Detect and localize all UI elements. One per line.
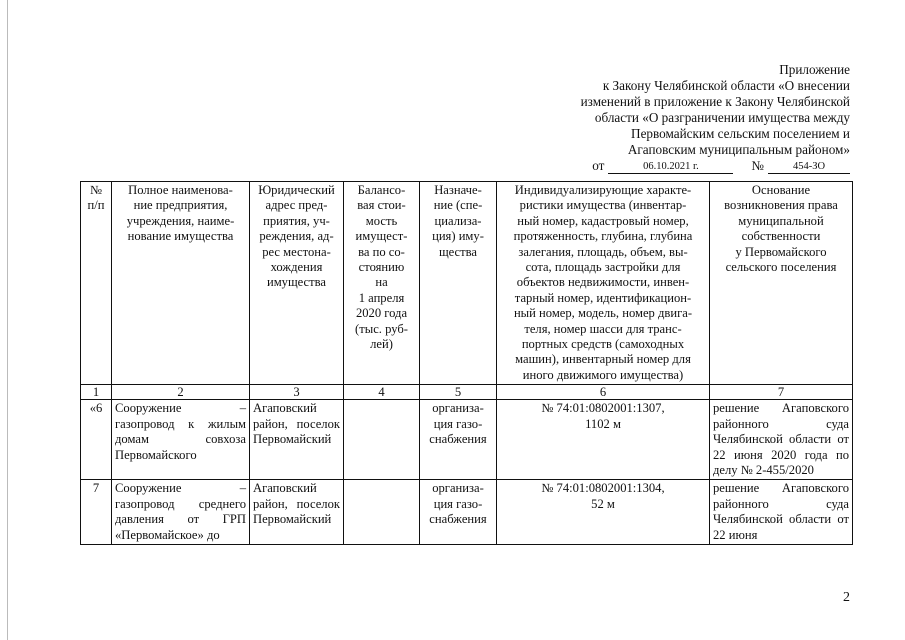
- scan-edge-line: [7, 0, 8, 640]
- row-value: [344, 480, 420, 545]
- header-cell-value: Балансо- вая стои- мость имущест- ва по со- стоянию на 1 апреля 2020 года (тыс. руб- лей): [344, 182, 420, 385]
- table-header-row: [81, 182, 853, 385]
- row-address: Агаповский район, поселок Первомайский: [250, 480, 344, 545]
- law-date: 06.10.2021 г.: [608, 160, 733, 174]
- header-line: области «О разграничении имущества между: [594, 110, 850, 125]
- row-basis: решение Агаповского районного суда Челябинской области от 22 июня 2020 года по делу № 2-455/2020: [710, 400, 853, 480]
- column-number-row: [81, 385, 853, 400]
- row-characteristics: № 74:01:0802001:1307, 1102 м: [497, 400, 710, 480]
- row-characteristics: № 74:01:0802001:1304, 52 м: [497, 480, 710, 545]
- row-name: Сооружение – газопровод к жилым домам совхоза Первомайского: [112, 400, 250, 480]
- column-number: 7: [710, 385, 853, 400]
- page-number: 2: [843, 590, 850, 605]
- row-basis: решение Агаповского районного суда Челябинской области от 22 июня: [710, 480, 853, 545]
- header-line: Первомайским сельским поселением и: [631, 126, 850, 141]
- column-number: 5: [420, 385, 497, 400]
- column-number: 2: [112, 385, 250, 400]
- header-line: Приложение: [779, 62, 850, 77]
- row-purpose: организа- ция газо- снабжения: [420, 480, 497, 545]
- row-purpose: организа- ция газо- снабжения: [420, 400, 497, 480]
- row-address: Агаповский район, поселок Первомайский: [250, 400, 344, 480]
- header-cell-name: Полное наименова- ние предприятия, учреждения, наиме- нование имущества: [112, 182, 250, 385]
- column-number: 3: [250, 385, 344, 400]
- header-cell-address: Юридический адрес пред- приятия, уч- реждения, ад- рес местона- хождения имущества: [250, 182, 344, 385]
- table-row: [81, 400, 853, 480]
- property-table: [80, 181, 853, 545]
- row-number: 7: [81, 480, 112, 545]
- header-line: изменений в приложение к Закону Челябинской: [580, 94, 850, 109]
- law-number: 454-ЗО: [768, 160, 850, 174]
- number-label: №: [751, 158, 764, 173]
- from-label: от: [592, 158, 605, 173]
- appendix-header: [530, 62, 850, 174]
- header-line: Агаповским муниципальным районом»: [627, 142, 850, 157]
- row-name: Сооружение – газопровод среднего давления от ГРП «Первомайское» до: [112, 480, 250, 545]
- row-number: «6: [81, 400, 112, 480]
- column-number: 4: [344, 385, 420, 400]
- column-number: 6: [497, 385, 710, 400]
- header-cell-number: № п/п: [81, 182, 112, 385]
- header-line: к Закону Челябинской области «О внесении: [602, 78, 850, 93]
- header-cell-purpose: Назначе- ние (спе- циализа- ция) иму- щества: [420, 182, 497, 385]
- law-date-number-line: [530, 158, 850, 174]
- header-cell-characteristics: Индивидуализирующие характе- ристики имущества (инвентар- ный номер, кадастровый номер, протяженность, глубина, глубина залегания, площадь, объем, вы- сота, площадь застройки для объектов недвижимости, инвен- тарный номер, идентификацион- ный номер, модель, номер двига- теля, номер шасси для транс- портных средств (самоходных машин), инвентарный номер для иного движимого имущества): [497, 182, 710, 385]
- table-row: [81, 480, 853, 545]
- row-value: [344, 400, 420, 480]
- header-cell-basis: Основание возникновения права муниципальной собственности у Первомайского сельского поселения: [710, 182, 853, 385]
- column-number: 1: [81, 385, 112, 400]
